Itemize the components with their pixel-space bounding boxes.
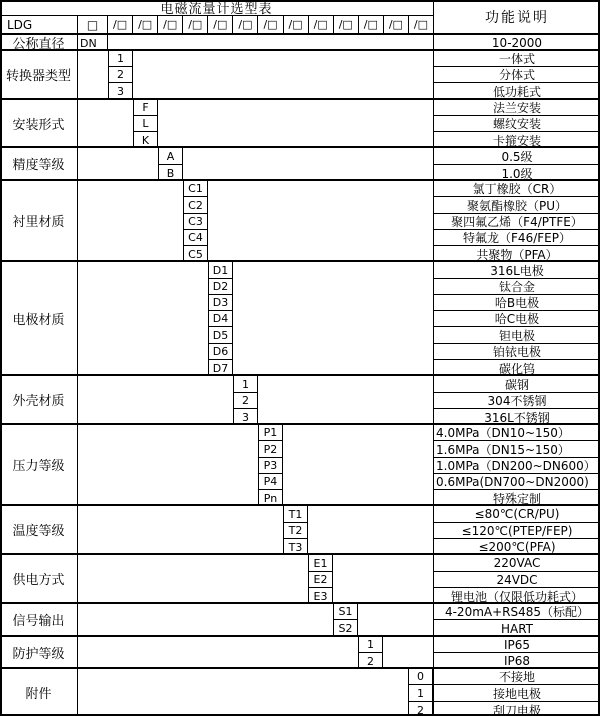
section-label-nominal-diameter: 公称直径 — [0, 35, 78, 49]
option-description-cell: 0.6MPa(DN700~DN2000) — [434, 474, 600, 490]
option-code-cell: E2 — [309, 572, 332, 588]
option-description-cell: 哈B电极 — [434, 295, 600, 311]
code-column-converter-type — [108, 51, 133, 98]
section-liner-material — [0, 179, 600, 260]
option-code-cell: C5 — [188, 247, 203, 260]
code-slot: /□ — [413, 18, 429, 31]
option-code-cell: S1 — [334, 604, 357, 620]
option-description-cell: 螺纹安装 — [434, 116, 600, 132]
section-label-temperature-rating: 温度等级 — [0, 506, 78, 553]
section-label-power-supply: 供电方式 — [0, 555, 78, 602]
code-slot: /□ — [233, 16, 258, 33]
option-description-cell: ≤200℃(PFA) — [478, 540, 556, 553]
option-description-cell: 哈C电极 — [434, 311, 600, 327]
description-column-accessories — [433, 669, 600, 716]
description-column-converter-type — [433, 51, 600, 98]
option-code-cell: D3 — [209, 295, 232, 311]
option-description-cell: 聚氨酯橡胶（PU） — [434, 197, 600, 214]
option-description-cell: 4-20mA+RS485（标配） — [434, 604, 600, 620]
code-slot: /□ — [258, 16, 283, 33]
option-code-cell: C3 — [184, 214, 207, 230]
code-column-nominal-diameter — [78, 35, 108, 49]
code-slot: /□ — [359, 16, 384, 33]
code-box-cell: □ — [78, 16, 108, 33]
option-code-cell: 1 — [109, 51, 132, 67]
code-column-signal-output — [333, 604, 358, 635]
description-column-temperature-rating — [433, 506, 600, 553]
option-description-cell: 316L不锈钢 — [484, 410, 550, 423]
option-code-cell: 1 — [359, 637, 382, 653]
option-code-cell: E3 — [313, 589, 328, 602]
option-code-cell: 2 — [367, 654, 374, 667]
option-description-cell: 1.0MPa（DN200~DN600） — [434, 458, 600, 474]
option-code-cell: D2 — [209, 279, 232, 295]
description-column-signal-output — [433, 604, 600, 635]
option-code-cell: L — [134, 116, 157, 132]
option-code-cell: A — [159, 148, 182, 165]
code-slot: /□ — [284, 16, 309, 33]
code-slot-row — [108, 16, 433, 33]
option-code-cell: P2 — [259, 441, 282, 458]
code-slot: /□ — [208, 16, 233, 33]
section-label-housing-material: 外壳材质 — [0, 376, 78, 423]
option-description-cell: 220VAC — [434, 555, 600, 572]
option-description-cell: 法兰安装 — [434, 100, 600, 116]
description-column-pressure-rating — [433, 425, 600, 504]
code-slot: /□ — [384, 16, 409, 33]
option-code-cell: T2 — [284, 523, 307, 539]
table-title: 电磁流量计选型表 — [0, 0, 433, 16]
option-description-cell: 碳化钨 — [498, 361, 535, 374]
section-accessories — [0, 667, 600, 716]
section-label-liner-material: 衬里材质 — [0, 181, 78, 260]
option-code-cell: 1 — [409, 685, 432, 702]
option-description-cell: 刮刀电极 — [492, 703, 541, 716]
option-description-cell: 304不锈钢 — [434, 393, 600, 409]
option-description-cell: 一体式 — [434, 51, 600, 67]
description-column-power-supply — [433, 555, 600, 602]
section-label-installation-type: 安装形式 — [0, 100, 78, 146]
option-description-cell: 低功耗式 — [492, 85, 541, 98]
section-label-accuracy-class: 精度等级 — [0, 148, 78, 179]
option-description-cell: 不接地 — [434, 669, 600, 685]
option-code-cell: 0 — [409, 669, 432, 685]
option-code-cell: B — [166, 166, 175, 179]
option-code-cell: D5 — [209, 327, 232, 344]
section-label-protection-rating: 防护等级 — [0, 637, 78, 667]
option-code-cell: D7 — [212, 361, 229, 374]
code-slot: /□ — [108, 16, 133, 33]
option-description-cell: 氯丁橡胶（CR） — [434, 181, 600, 197]
option-description-cell: 特氟龙（F46/FEP） — [434, 230, 600, 246]
option-description-cell: 碳钢 — [434, 376, 600, 393]
section-label-pressure-rating: 压力等级 — [0, 425, 78, 504]
option-description-cell: 4.0MPa（DN10~150） — [434, 425, 600, 441]
option-code-cell: F — [134, 100, 157, 116]
section-nominal-diameter — [0, 33, 600, 52]
option-description-cell: IP68 — [503, 654, 531, 667]
option-code-cell: 2 — [234, 393, 257, 409]
section-label-accessories: 附件 — [0, 669, 78, 716]
option-description-cell: 共聚物（PFA） — [476, 247, 558, 260]
code-slot: /□ — [158, 16, 183, 33]
option-code-cell: 2 — [109, 67, 132, 83]
option-description-cell: ≤80℃(CR/PU) — [434, 506, 600, 523]
code-slot: /□ — [309, 16, 334, 33]
section-signal-output — [0, 602, 600, 635]
code-slot: /□ — [183, 16, 208, 33]
option-code-cell: P4 — [259, 474, 282, 490]
description-column-electrode-material — [433, 262, 600, 374]
code-column-housing-material — [233, 376, 258, 423]
section-pressure-rating — [0, 423, 600, 504]
option-code-cell: D4 — [209, 311, 232, 327]
option-code-cell: C1 — [184, 181, 207, 197]
option-code-cell: D1 — [209, 262, 232, 279]
function-column-header: 功能说明 — [433, 0, 600, 33]
option-code-cell: K — [141, 133, 150, 146]
description-column-housing-material — [433, 376, 600, 423]
code-column-accuracy-class — [158, 148, 183, 179]
option-description-cell: 316L电极 — [434, 262, 600, 279]
option-description-cell: 卡箍安装 — [492, 133, 541, 146]
option-code-cell: 3 — [117, 85, 124, 98]
description-column-nominal-diameter — [433, 35, 600, 49]
option-code-cell: P1 — [259, 425, 282, 441]
option-description-cell: 10-2000 — [491, 36, 543, 49]
section-accuracy-class — [0, 146, 600, 179]
option-code-cell: P3 — [259, 458, 282, 474]
option-code-cell: C4 — [184, 230, 207, 246]
description-column-protection-rating — [433, 637, 600, 667]
code-column-liner-material — [183, 181, 208, 260]
model-code-row — [0, 16, 433, 33]
section-power-supply — [0, 553, 600, 602]
option-description-cell: 24VDC — [434, 572, 600, 588]
section-label-electrode-material: 电极材质 — [0, 262, 78, 374]
code-column-temperature-rating — [283, 506, 308, 553]
section-installation-type — [0, 98, 600, 146]
section-electrode-material — [0, 260, 600, 374]
section-label-converter-type: 转换器类型 — [0, 51, 78, 98]
option-code-cell: Pn — [263, 491, 278, 504]
option-code-cell: E1 — [309, 555, 332, 572]
section-label-signal-output: 信号输出 — [0, 604, 78, 635]
option-description-cell: 锂电池（仅限低功耗式） — [450, 589, 583, 602]
section-protection-rating — [0, 635, 600, 667]
section-converter-type — [0, 49, 600, 98]
option-code-cell: 3 — [242, 410, 249, 423]
code-column-electrode-material — [208, 262, 233, 374]
option-code-cell: C2 — [184, 197, 207, 214]
section-temperature-rating — [0, 504, 600, 553]
option-description-cell: 特殊定制 — [492, 491, 541, 504]
description-column-installation-type — [433, 100, 600, 146]
option-description-cell: ≤120℃(PTEP/FEP) — [434, 523, 600, 539]
description-column-liner-material — [433, 181, 600, 260]
option-description-cell: 铂铱电极 — [434, 344, 600, 360]
option-description-cell: IP65 — [434, 637, 600, 653]
model-prefix: LDG — [0, 16, 78, 33]
code-slot: /□ — [133, 16, 158, 33]
option-code-cell: D6 — [209, 344, 232, 360]
option-code-cell: S2 — [338, 622, 353, 635]
code-column-pressure-rating — [258, 425, 283, 504]
option-description-cell: 0.5级 — [434, 148, 600, 165]
option-code-cell: 2 — [417, 703, 424, 716]
option-description-cell: 1.0级 — [501, 166, 533, 179]
section-housing-material — [0, 374, 600, 423]
code-column-power-supply — [308, 555, 333, 602]
option-description-cell: 1.6MPa（DN15~150） — [434, 441, 600, 458]
option-description-cell: HART — [500, 621, 534, 635]
option-description-cell: 聚四氟乙烯（F4/PTFE） — [434, 214, 600, 230]
code-slot: /□ — [334, 16, 359, 33]
option-description-cell: 钛合金 — [434, 279, 600, 295]
code-column-accessories — [408, 669, 433, 716]
code-column-protection-rating — [358, 637, 383, 667]
option-description-cell: 钽电极 — [434, 327, 600, 344]
code-column-installation-type — [133, 100, 158, 146]
option-description-cell: 分体式 — [434, 67, 600, 83]
option-code-cell: DN — [80, 36, 97, 49]
option-description-cell: 接地电极 — [434, 685, 600, 702]
option-code-cell: T3 — [288, 540, 303, 553]
option-code-cell: 1 — [234, 376, 257, 393]
description-column-accuracy-class — [433, 148, 600, 179]
option-code-cell: T1 — [284, 506, 307, 523]
